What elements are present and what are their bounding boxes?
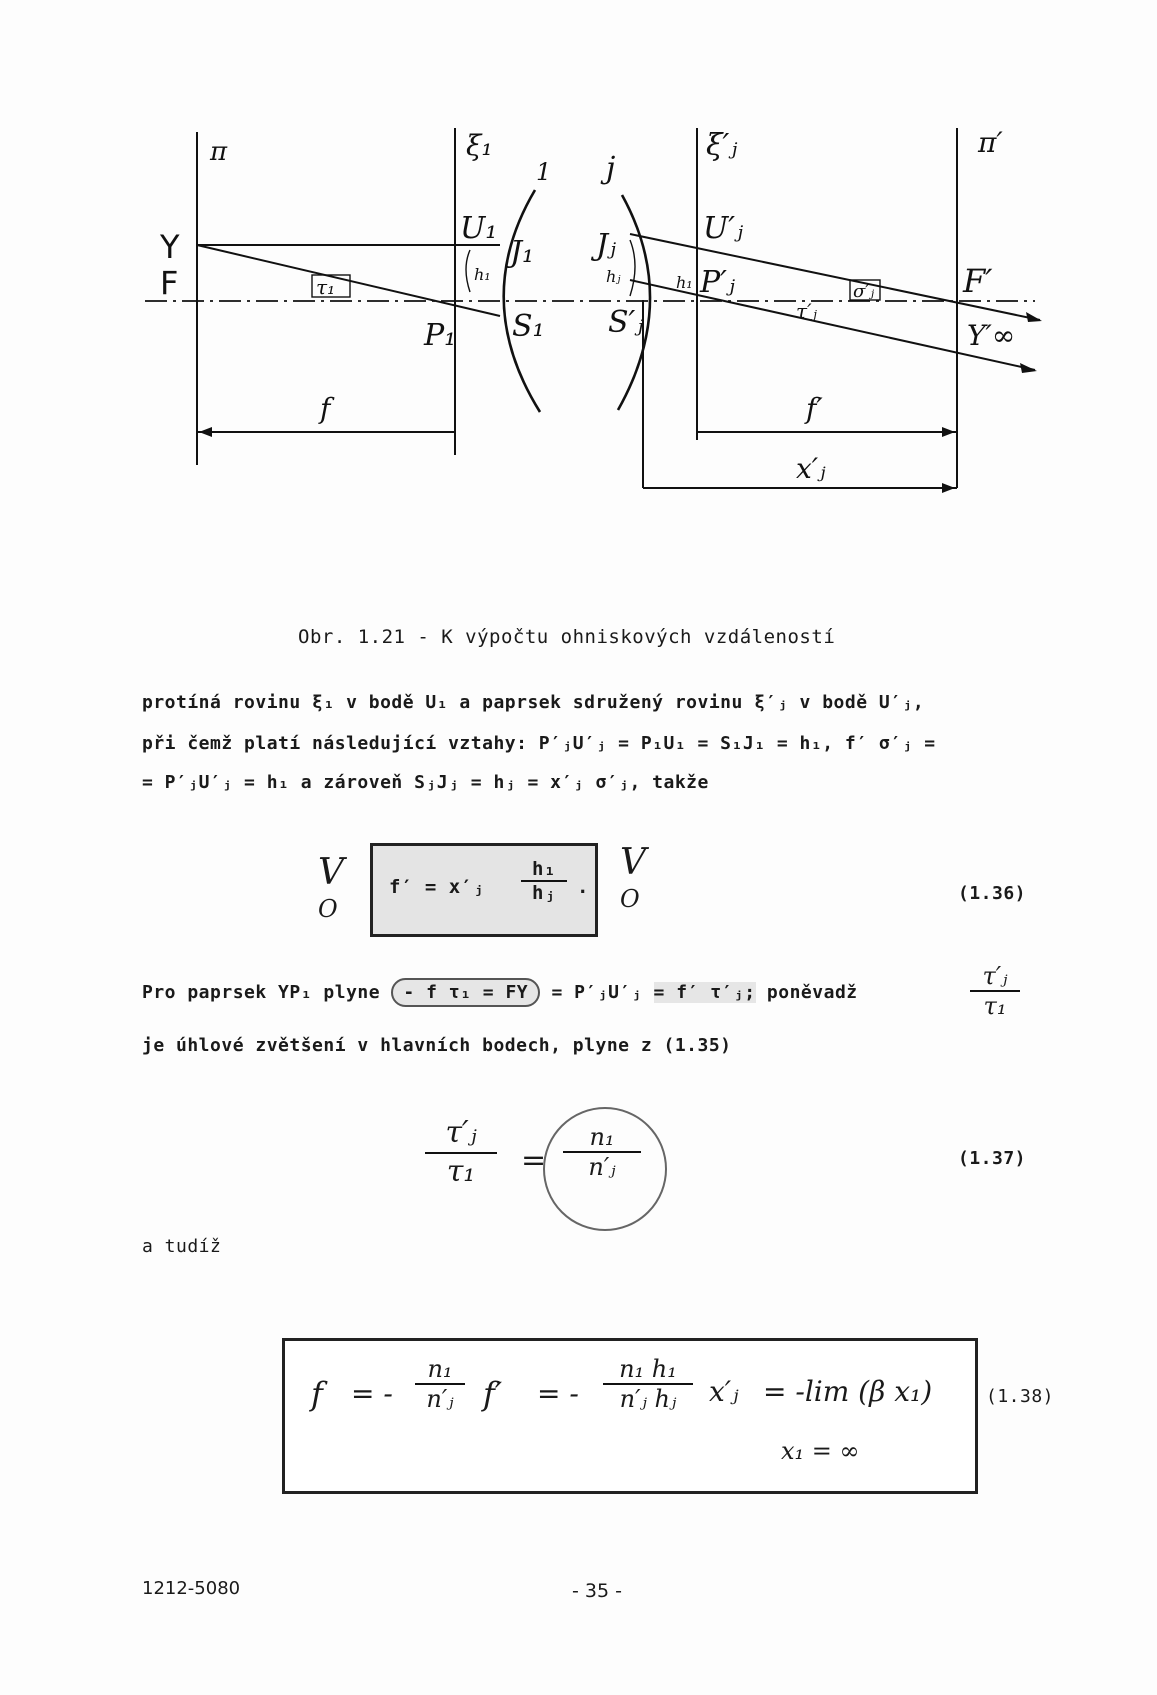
margin-mark-right: V O xyxy=(620,842,646,913)
label-f-prime: f′ xyxy=(806,392,823,425)
h1-bracket-left xyxy=(466,250,470,292)
label-S1: S₁ xyxy=(512,309,545,344)
eq136-lhs: f′ = x′ⱼ xyxy=(389,876,485,898)
label-xij-prime: ξ′ⱼ xyxy=(706,128,738,163)
label-h1-right: h₁ xyxy=(676,273,693,292)
para2-text-b: - f τ₁ = FY xyxy=(391,978,540,1007)
eq136-den: hⱼ xyxy=(532,882,556,904)
hj-bracket xyxy=(630,240,635,296)
eq138-n1: n₁ xyxy=(415,1355,465,1385)
para3: a tudíž xyxy=(142,1236,222,1257)
label-lensj: j xyxy=(606,151,616,186)
label-Jj: Jⱼ xyxy=(596,228,616,263)
para2-text-c: = P′ⱼU′ⱼ xyxy=(551,982,643,1003)
para2-text-e: poněvadž xyxy=(766,982,858,1003)
label-F-prime: F′ xyxy=(963,262,993,300)
eq138-fp: f′ xyxy=(483,1375,503,1413)
label-sigma-j: σ′ⱼ xyxy=(853,281,875,302)
eq137-rhs-den: n′ⱼ xyxy=(588,1153,616,1181)
eq138-eq1: = - xyxy=(351,1377,393,1410)
equation-1-37 xyxy=(425,1115,675,1225)
label-hj: hⱼ xyxy=(606,267,621,286)
label-Pj-prime: P′ⱼ xyxy=(700,265,735,300)
eq138-cond: x₁ = ∞ xyxy=(781,1437,860,1465)
label-F: F xyxy=(160,264,179,302)
label-P1: P₁ xyxy=(424,318,457,353)
margin-mark-left: V O xyxy=(318,852,344,923)
para2-line2: je úhlové zvětšení v hlavních bodech, plyne z (1.35) xyxy=(142,1035,732,1056)
equation-1-36-box xyxy=(370,843,598,937)
ratio-tau xyxy=(970,962,1020,1020)
page-number: - 35 - xyxy=(572,1580,622,1602)
ratio-num: τ′ⱼ xyxy=(970,962,1020,992)
eq137-lhs-num: τ′ⱼ xyxy=(425,1115,497,1154)
eq138-njhj: n′ⱼ hⱼ xyxy=(619,1385,677,1413)
eq138-eq2: = - xyxy=(537,1377,579,1410)
eq137-rhs-num: n₁ xyxy=(563,1123,641,1153)
eq138-nj: n′ⱼ xyxy=(426,1385,454,1413)
eq138-lim: = -lim (β x₁) xyxy=(763,1375,933,1408)
eq138-frac2 xyxy=(603,1355,693,1413)
label-U1: U₁ xyxy=(460,211,498,246)
label-Sj: S′ⱼ xyxy=(608,305,644,340)
para1-line3: = P′ⱼU′ⱼ = h₁ a zároveň SⱼJⱼ = hⱼ = x′ⱼ σ′ⱼ, takže xyxy=(142,772,709,793)
equation-number-1-37: (1.37) xyxy=(958,1148,1027,1169)
equation-number-1-36: (1.36) xyxy=(958,883,1027,904)
eq136-tail: . xyxy=(577,876,589,898)
optical-diagram xyxy=(0,0,1157,520)
lens-j-arc xyxy=(618,195,650,410)
label-h1-left: h₁ xyxy=(474,265,491,284)
label-pi: π xyxy=(210,137,228,167)
label-J1: J₁ xyxy=(510,235,535,270)
equation-1-38-box xyxy=(282,1338,978,1494)
eq137-lhs-den: τ₁ xyxy=(446,1154,476,1189)
label-xi1: ξ₁ xyxy=(466,129,493,162)
para2-line1 xyxy=(142,982,858,1003)
label-tau-j: τ′ⱼ xyxy=(796,299,817,323)
equation-number-1-38: (1.38) xyxy=(986,1386,1055,1407)
label-Y: Y xyxy=(160,228,180,266)
eq137-lhs xyxy=(425,1115,497,1189)
para1-line1: protíná rovinu ξ₁ v bodě U₁ a paprsek sdružený rovinu ξ′ⱼ v bodě U′ⱼ, xyxy=(142,692,925,713)
eq138-n1h1: n₁ h₁ xyxy=(603,1355,693,1385)
label-pi-prime: π′ xyxy=(978,126,1003,159)
document-code: 1212-5080 xyxy=(142,1578,241,1599)
label-tau1: τ₁ xyxy=(316,275,336,299)
para2-text-d: = f′ τ′ⱼ; xyxy=(653,982,756,1003)
label-Uj-prime: U′ⱼ xyxy=(703,211,744,246)
para1-line2: při čemž platí následující vztahy: P′ⱼU′ⱼ = P₁U₁ = S₁J₁ = h₁, f′ σ′ⱼ = xyxy=(142,733,936,754)
eq137-equals: = xyxy=(521,1143,547,1178)
para2-text-a: Pro paprsek YP₁ plyne xyxy=(142,982,381,1003)
eq136-fraction xyxy=(521,858,567,904)
eq136-num: h₁ xyxy=(521,858,567,882)
figure-caption: Obr. 1.21 - K výpočtu ohniskových vzdáleností xyxy=(298,626,836,648)
label-xj-prime: x′ⱼ xyxy=(796,452,826,485)
eq138-frac1 xyxy=(415,1355,465,1413)
eq137-rhs xyxy=(563,1123,641,1181)
ratio-den: τ₁ xyxy=(983,992,1007,1020)
label-lens1: 1 xyxy=(536,158,552,186)
label-Y-inf: Y′∞ xyxy=(967,319,1016,352)
label-f: f xyxy=(320,392,331,425)
eq138-xj: x′ⱼ xyxy=(709,1375,739,1408)
eq138-f: f xyxy=(311,1375,323,1413)
